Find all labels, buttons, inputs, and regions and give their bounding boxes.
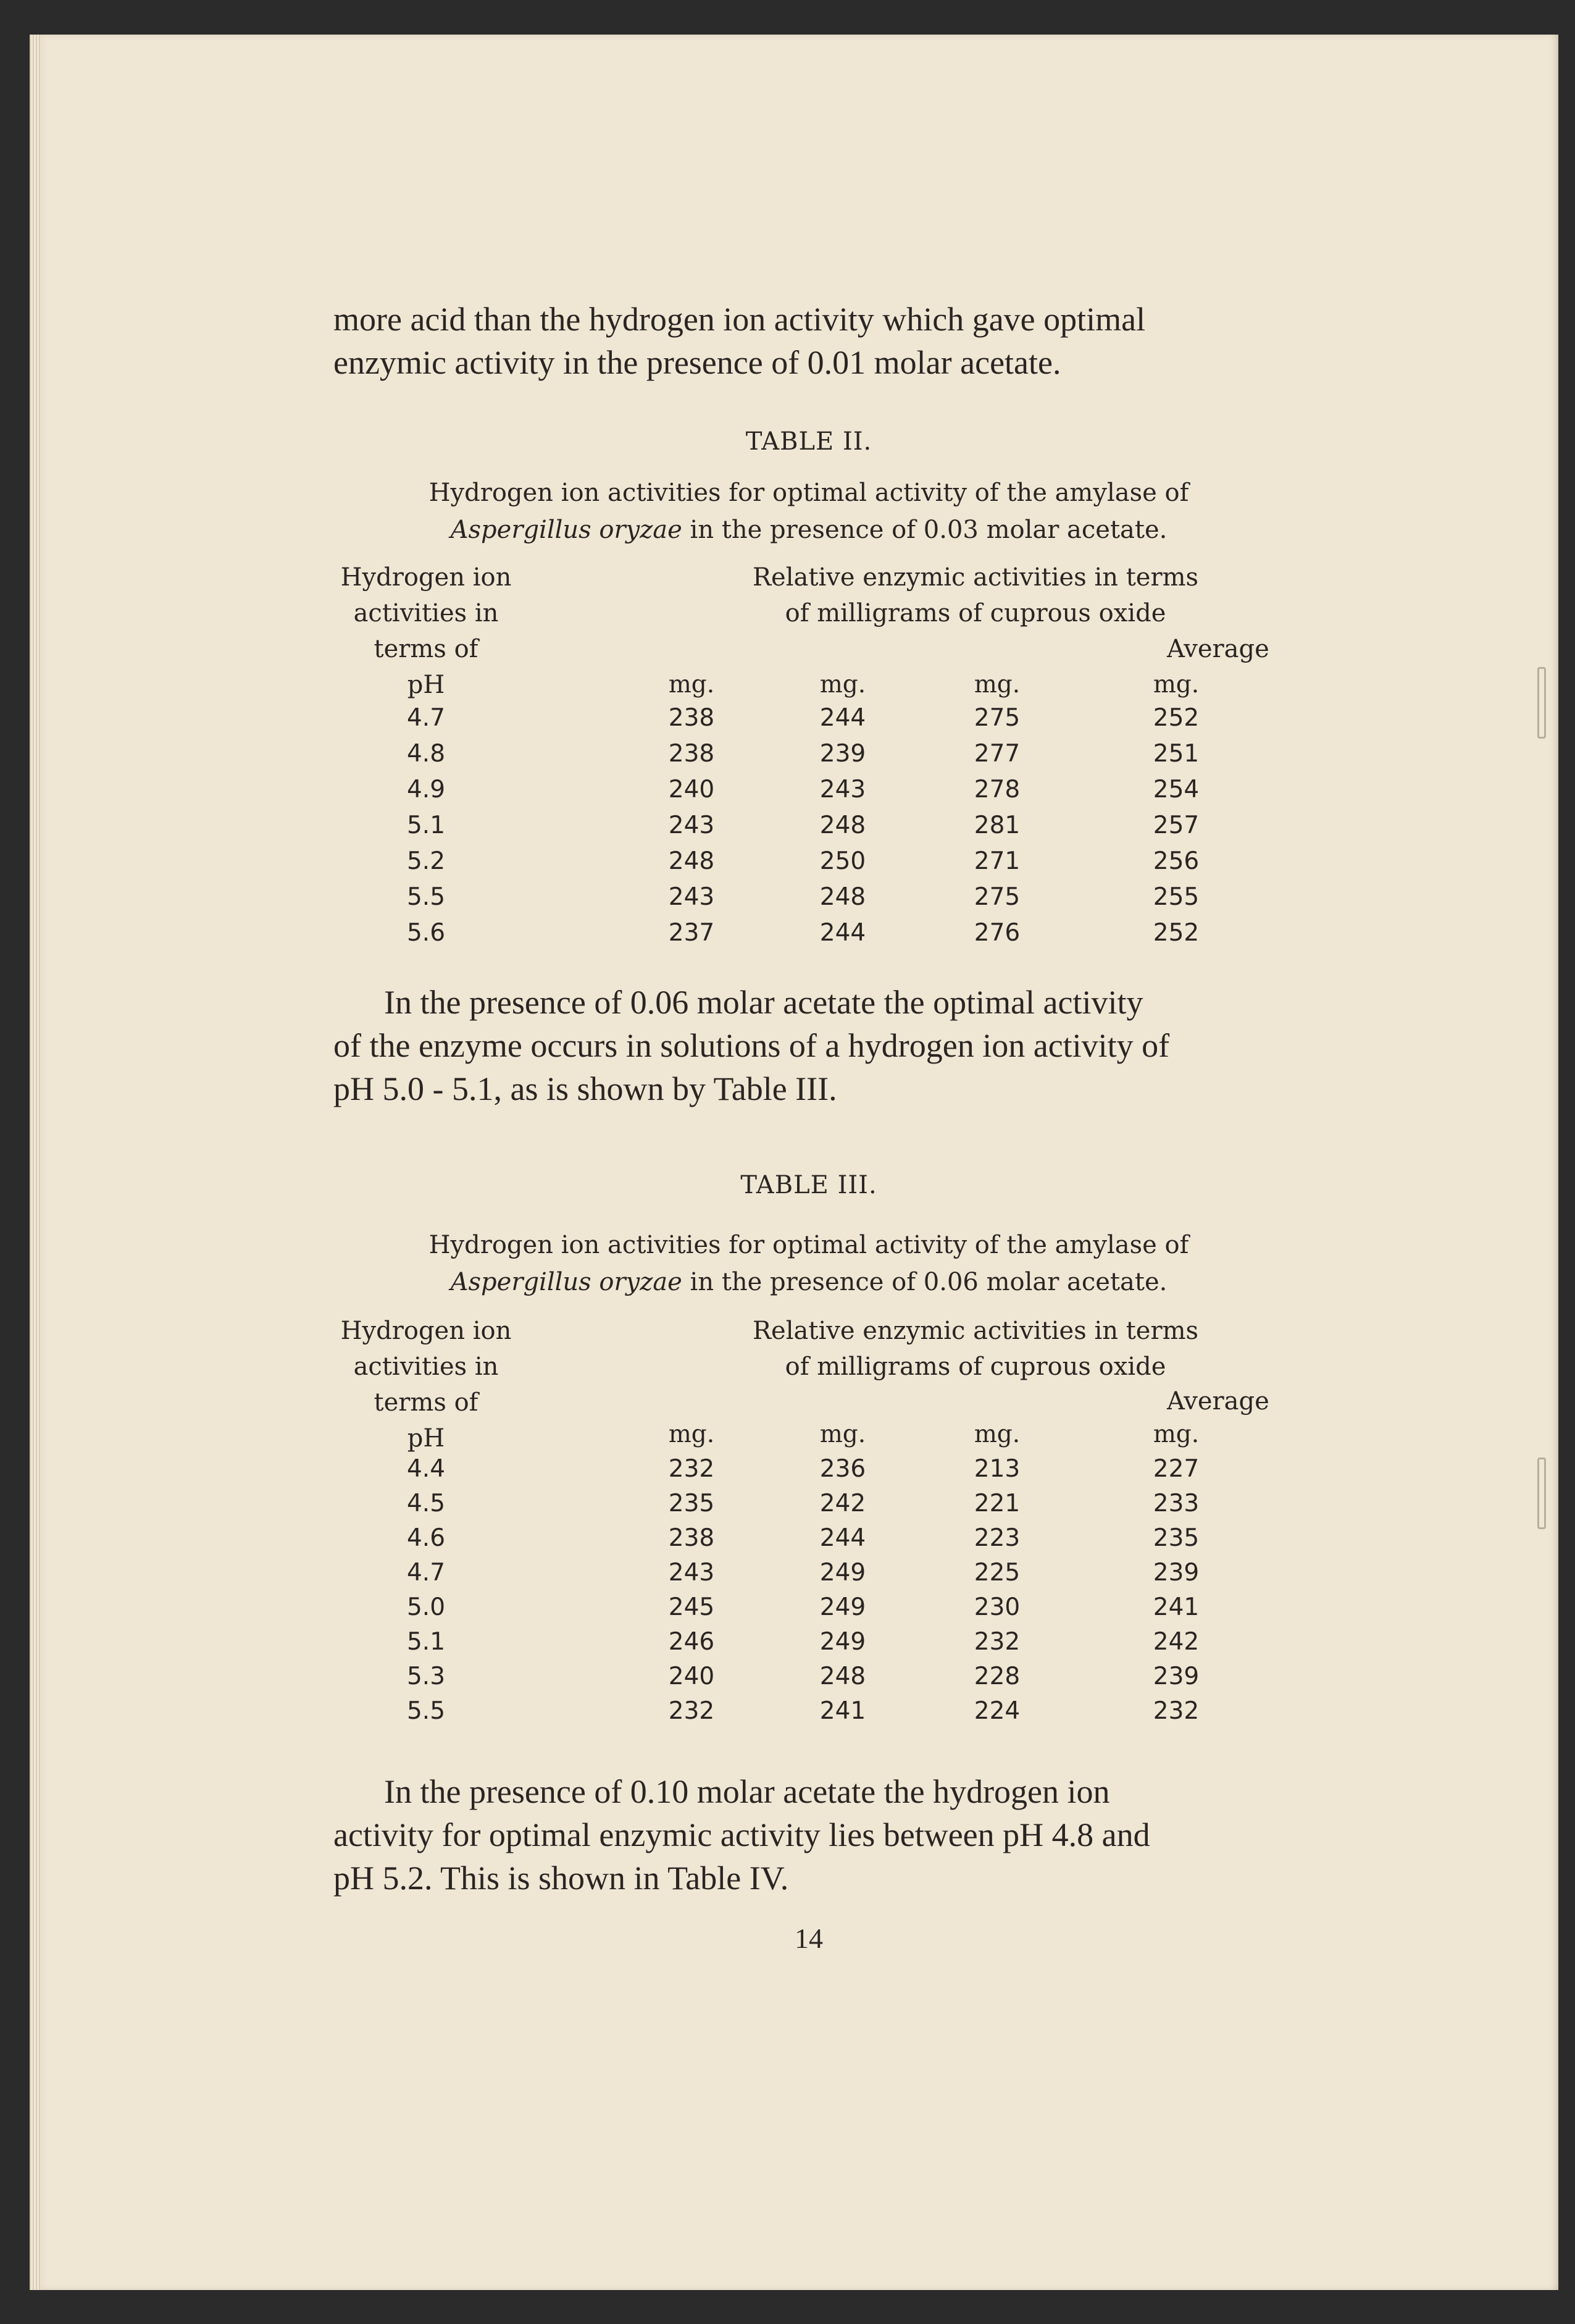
table-caption [333, 1227, 1284, 1301]
ph-value: 5.3 [406, 1663, 446, 1690]
text-line: In the presence of 0.10 molar acetate the hydrogen ion [384, 1773, 1110, 1810]
header-line: terms of [374, 635, 478, 663]
text-line: more acid than the hydrogen ion activity which gave optimal [333, 301, 1146, 338]
activity-column-header [735, 1313, 1216, 1385]
average-value: 242 [1153, 1628, 1200, 1656]
caption-rest: in the presence of 0.06 molar acetate. [682, 1268, 1168, 1296]
page-number: 14 [795, 1923, 823, 1954]
activity-value: 232 [668, 1455, 715, 1483]
ph-value: 5.2 [406, 847, 446, 875]
unit-label: mg. [974, 671, 1021, 698]
average-value: 233 [1153, 1490, 1200, 1517]
binding-staple [1537, 667, 1546, 739]
average-value: 239 [1153, 1663, 1200, 1690]
activity-value: 249 [819, 1559, 866, 1587]
activity-value: 230 [974, 1593, 1021, 1621]
ph-column-header [333, 560, 519, 667]
activity-value: 232 [974, 1628, 1021, 1656]
activity-value: 248 [819, 1663, 866, 1690]
average-value: 227 [1153, 1455, 1200, 1483]
text-line: pH 5.2. This is shown in Table IV. [333, 1860, 789, 1897]
organism-name: Aspergillus oryzae [450, 1268, 682, 1296]
ph-value: 5.5 [406, 883, 446, 911]
average-value: 239 [1153, 1559, 1200, 1587]
activity-value: 243 [668, 1559, 715, 1587]
table-caption [333, 474, 1284, 548]
text-line: In the presence of 0.06 molar acetate the optimal activity [384, 984, 1143, 1021]
activity-value: 243 [819, 776, 866, 803]
activity-value: 225 [974, 1559, 1021, 1587]
average-value: 251 [1153, 740, 1200, 768]
ph-value: 4.7 [406, 704, 446, 732]
activity-value: 213 [974, 1455, 1021, 1483]
text-line: activity for optimal enzymic activity lies between pH 4.8 and [333, 1816, 1150, 1853]
activity-value: 243 [668, 883, 715, 911]
header-line: activities in [353, 599, 499, 627]
activity-value: 240 [668, 776, 715, 803]
activity-value: 221 [974, 1490, 1021, 1517]
average-value: 252 [1153, 919, 1200, 947]
activity-value: 236 [819, 1455, 866, 1483]
caption-rest: in the presence of 0.03 molar acetate. [682, 516, 1168, 544]
paragraph [333, 1770, 1284, 1900]
activity-column-header [735, 560, 1216, 631]
activity-value: 244 [819, 919, 866, 947]
ph-value: 4.7 [406, 1559, 446, 1587]
activity-value: 238 [668, 704, 715, 732]
activity-value: 239 [819, 740, 866, 768]
unit-label: mg. [1153, 1420, 1200, 1448]
page-edge [30, 35, 41, 2290]
unit-label: mg. [974, 1420, 1021, 1448]
header-line: activities in [353, 1353, 499, 1381]
activity-value: 223 [974, 1524, 1021, 1552]
header-line: Hydrogen ion [340, 563, 512, 592]
unit-label: mg. [819, 671, 866, 698]
activity-value: 245 [668, 1593, 715, 1621]
activity-value: 241 [819, 1697, 866, 1725]
average-value: 257 [1153, 812, 1200, 839]
average-value: 255 [1153, 883, 1200, 911]
unit-label: mg. [668, 671, 715, 698]
activity-value: 238 [668, 1524, 715, 1552]
average-value: 235 [1153, 1524, 1200, 1552]
caption-line: Hydrogen ion activities for optimal activity of the amylase of [428, 479, 1189, 507]
activity-value: 237 [668, 919, 715, 947]
ph-value: 4.9 [406, 776, 446, 803]
header-line: terms of [374, 1388, 478, 1417]
ph-label: pH [407, 1424, 445, 1453]
activity-value: 238 [668, 740, 715, 768]
average-value: 256 [1153, 847, 1200, 875]
average-header: Average [1167, 1387, 1269, 1416]
average-value: 252 [1153, 704, 1200, 732]
organism-name: Aspergillus oryzae [450, 516, 682, 544]
average-value: 232 [1153, 1697, 1200, 1725]
ph-value: 5.5 [406, 1697, 446, 1725]
ph-value: 5.6 [406, 919, 446, 947]
text-line: pH 5.0 - 5.1, as is shown by Table III. [333, 1070, 837, 1107]
ph-value: 4.5 [406, 1490, 446, 1517]
activity-value: 277 [974, 740, 1021, 768]
activity-value: 276 [974, 919, 1021, 947]
ph-value: 5.1 [406, 812, 446, 839]
text-line: enzymic activity in the presence of 0.01 molar acetate. [333, 344, 1061, 381]
activity-value: 232 [668, 1697, 715, 1725]
ph-value: 4.6 [406, 1524, 446, 1552]
activity-value: 248 [668, 847, 715, 875]
activity-value: 249 [819, 1628, 866, 1656]
header-line: of milligrams of cuprous oxide [785, 1353, 1166, 1381]
header-line: Hydrogen ion [340, 1317, 512, 1345]
average-header: Average [1167, 635, 1269, 663]
unit-label: mg. [1153, 671, 1200, 698]
activity-value: 248 [819, 883, 866, 911]
activity-value: 224 [974, 1697, 1021, 1725]
unit-label: mg. [819, 1420, 866, 1448]
table-title: TABLE II. [745, 427, 872, 456]
activity-value: 275 [974, 704, 1021, 732]
activity-value: 244 [819, 1524, 866, 1552]
text-line: of the enzyme occurs in solutions of a hydrogen ion activity of [333, 1027, 1170, 1064]
average-value: 241 [1153, 1593, 1200, 1621]
ph-value: 5.1 [406, 1628, 446, 1656]
ph-value: 4.8 [406, 740, 446, 768]
caption-line [333, 511, 1284, 548]
paragraph [333, 981, 1284, 1110]
activity-value: 271 [974, 847, 1021, 875]
unit-label: mg. [668, 1420, 715, 1448]
activity-value: 278 [974, 776, 1021, 803]
activity-value: 240 [668, 1663, 715, 1690]
ph-label: pH [407, 671, 445, 699]
activity-value: 243 [668, 812, 715, 839]
activity-value: 275 [974, 883, 1021, 911]
activity-value: 244 [819, 704, 866, 732]
activity-value: 250 [819, 847, 866, 875]
ph-column-header [333, 1313, 519, 1420]
activity-value: 242 [819, 1490, 866, 1517]
activity-value: 249 [819, 1593, 866, 1621]
ph-value: 4.4 [406, 1455, 446, 1483]
average-value: 254 [1153, 776, 1200, 803]
intro-paragraph [333, 298, 1284, 384]
caption-line [333, 1264, 1284, 1301]
header-line: Relative enzymic activities in terms [752, 1317, 1199, 1345]
activity-value: 281 [974, 812, 1021, 839]
table-title: TABLE III. [740, 1171, 877, 1199]
header-line: of milligrams of cuprous oxide [785, 599, 1166, 627]
activity-value: 246 [668, 1628, 715, 1656]
activity-value: 248 [819, 812, 866, 839]
ph-value: 5.0 [406, 1593, 446, 1621]
header-line: Relative enzymic activities in terms [752, 563, 1199, 592]
binding-staple [1537, 1458, 1546, 1529]
activity-value: 235 [668, 1490, 715, 1517]
activity-value: 228 [974, 1663, 1021, 1690]
caption-line: Hydrogen ion activities for optimal activity of the amylase of [428, 1231, 1189, 1259]
